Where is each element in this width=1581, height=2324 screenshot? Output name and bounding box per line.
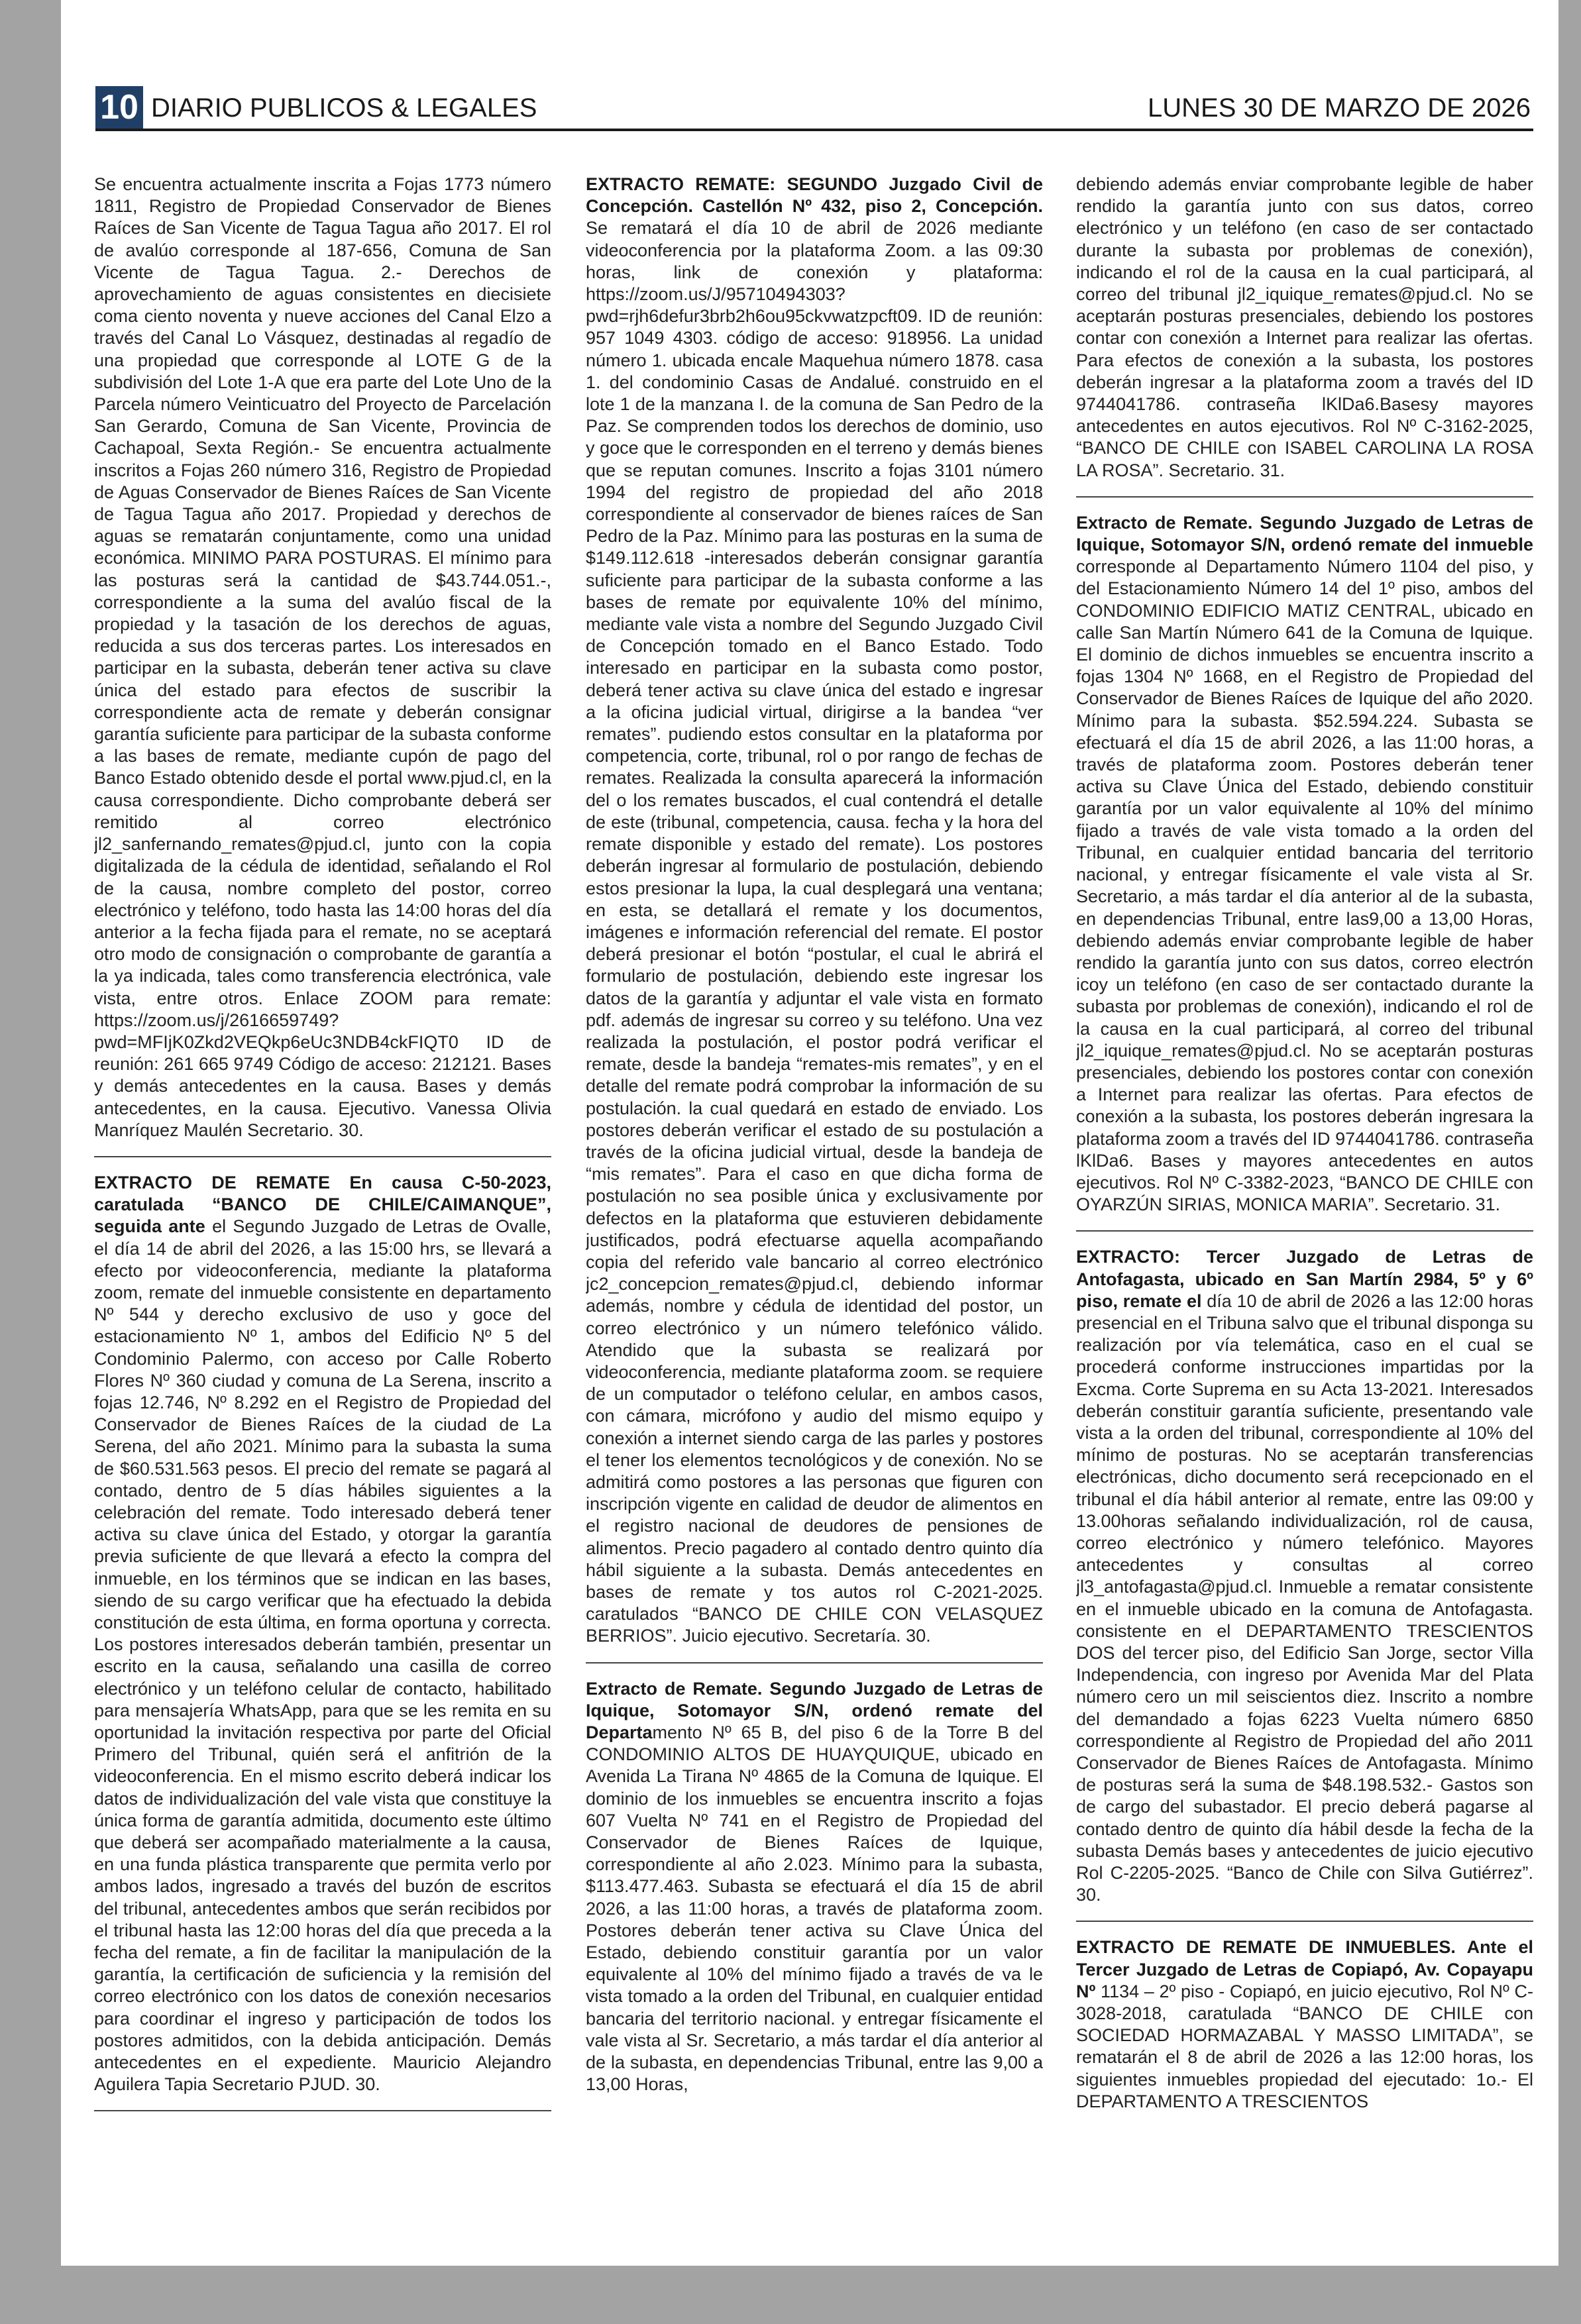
publication-name: DIARIO PUBLICOS & LEGALES xyxy=(151,93,537,123)
notice-separator xyxy=(586,1662,1043,1664)
notice-body: debiendo además enviar comprobante legible de haber rendido la garantía junto con sus datos, correo electrónico y un teléfono (en caso de ser contactado durante la subasta por problemas de conexión), indicando el rol de la causa en la cual participará, al correo del tribunal jl2_iquique_remates@pjud.cl. No se aceptarán posturas presenciales, debiendo los postores contar con conexión a Internet para realizar las ofertas. Para efectos de conexión a la subasta, los postores deberán ingresar a la plataforma zoom a través del ID 9744041786. contraseña lKlDa6.Basesy mayores antecedentes en autos ejecutivos. Rol Nº C-3162-2025, “BANCO DE CHILE con ISABEL CAROLINA LA ROSA LA ROSA”. Secretario. 31. xyxy=(1076,174,1533,480)
newspaper-page xyxy=(61,0,1558,2266)
notice-text xyxy=(94,1172,551,2108)
notice-body: día 10 de abril de 2026 a las 12:00 horas presencial en el Tribuna salvo que el tribunal disponga su realización por vía telemática, caso en el cual se procederá conforme instrucciones impartidas por la Excma. Corte Suprema en su Acta 13-2021. Interesados deberán constituir garantía suficiente, presentando vale vista a la orden del tribunal, correspondiente al 10% del mínimo de posturas. No se aceptarán transferencias electrónicas, dicho documento será recepcionado en el tribunal el día hábil anterior al remate, entre las 09:00 y 13.00horas señalando individualización, rol de causa, correo electrónico y número telefónico. Mayores antecedentes y consultas al correo jl3_antofagasta@pjud.cl. Inmueble a rematar consistente en el inmueble ubicado en la comuna de Antofagasta. consistente en el DEPARTAMENTO TRESCIENTOS DOS del tercer piso, del Edificio San Jorge, sector Villa Independencia, con ingreso por Avenida Mar del Plata número cero un mil seiscientos diez. Inscrito a nombre del demandado a fojas 6223 Vuelta número 6850 correspondiente al Registro de Propiedad del año 2011 Conservador de Bienes Raíces de Antofagasta. Mínimo de posturas será la suma de $48.198.532.- Gastos son de cargo del subastador. El precio deberá pagarse al contado dentro de quinto día hábil desde la fecha de la subasta Demás bases y antecedentes de juicio ejecutivo Rol C-2205-2025. “Banco de Chile con Silva Gutiérrez”. 30. xyxy=(1076,1291,1533,1905)
notice-separator xyxy=(1076,1921,1533,1922)
notice-lead: EXTRACTO DE REMATE En causa C-50-2023, caratulada “BANCO DE CHILE/CAIMANQUE”, seguida ante xyxy=(94,1172,551,1237)
notice-text xyxy=(1076,1936,1533,2125)
masthead xyxy=(95,86,1533,131)
notice-text xyxy=(586,174,1043,1660)
column-1 xyxy=(94,174,551,2247)
notice-text xyxy=(1076,174,1533,494)
notice-body: Se rematará el día 10 de abril de 2026 mediante videoconferencia por la plataforma Zoom. a las 09:30 horas, link de conexión y plataforma: https://zoom.us/J/95710494303?pwd=rjh6defur3brb2h6ou95ckvwatzpcft09. ID de reunión: 957 1049 4303. código de acceso: 918956. La unidad número 1. ubicada encale Maquehua número 1878. casa 1. del condominio Casas de Andalué. construido en el lote 1 de la manzana I. de la comuna de San Pedro de la Paz. Se comprenden todos los derechos de dominio, uso y goce que le corresponden en el terreno y demás bienes que se reputan comunes. Inscrito a fojas 3101 número 1994 del registro de propiedad del año 2018 correspondiente al conservador de bienes raíces de San Pedro de la Paz. Mínimo para las posturas en la suma de $149.112.618 -interesados deberán consignar garantía suficiente para participar de la subasta conforme a las bases de remate por equivalente 10% del mínimo, mediante vale vista a nombre del Segundo Juzgado Civil de Concepción tomado en el Banco Estado. Todo interesado en participar en la subasta como postor, deberá tener activa su clave única del estado e ingresar a la oficina judicial virtual, dirigirse a la bandea “ver remates”. pudiendo estos consultar en la plataforma por competencia, corte, tribunal, rol o por rango de fechas de remates. Realizada la consulta aparecerá la información del o los remates buscados, el cual contendrá el detalle de este (tribunal, competencia, causa. fecha y la hora del remate disponible y estado del remate). Los postores deberán ingresar al formulario de postulación, debiendo estos presionar la lupa, la cual desplegará una ventana; en esta, se detallará el remate y los documentos, imágenes e información referencial del remate. El postor deberá presionar el botón “postular, el cual le abrirá el formulario de postulación, debiendo este ingresar los datos de la garantía y adjuntar el vale vista en formato pdf. además de ingresar su correo y su teléfono. Una vez realizada la postulación, el postor podrá verificar el remate, desde la bandeja “remates-mis remates”, y en el detalle del remate podrá comprobar la información de su postulación. la cual quedará en estado de enviado. Los postores deberán verificar el estado de su postulación a través de la oficina judicial virtual, desde la bandeja de “mis remates”. Para el caso en que dicha forma de postulación no sea posible única y exclusivamente por defectos en la plataforma que estuvieren debidamente justificados, podrá efectuarse aquella acompañando copia del referido vale bancario al correo electrónico jc2_concepcion_remates@pjud.cl, debiendo informar además, nombre y cédula de identidad del postor, un correo electrónico y un número telefónico válido. Atendido que la subasta se realizará por videoconferencia, mediante plataforma zoom. se requiere de un computador o teléfono celular, en ambos casos, con cámara, micrófono y audio del mismo equipo y conexión a internet siendo carga de las parles y postores el tener los elementos tecnológicos y de conexión. No se admitirá como postores a las personas que figuren con inscripción vigente en calidad de deudor de alimentos en el registro nacional de deudores de pensiones de alimentos. Precio pagadero al contado dentro quinto día hábil siguiente a la subasta. Demás antecedentes en bases de remate y tos autos rol C-2021-2025. caratulados “BANCO DE CHILE CON VELASQUEZ BERRIOS”. Juicio ejecutivo. Secretaría. 30. xyxy=(586,218,1043,1646)
notice-body: corresponde al Departamento Número 1104 del piso, y del Estacionamiento Número 14 del 1º piso, ambos del CONDOMINIO EDIFICIO MATIZ CENTRAL, ubicado en calle San Martín Número 641 de la Comuna de Iquique. El dominio de dichos inmuebles se encuentra inscrito a fojas 1304 Nº 1668, en el Registro de Propiedad del Conservador de Bienes Raíces de Iquique del año 2020. Mínimo para la subasta. $52.594.224. Subasta se efectuará el día 15 de abril 2026, a las 11:00 horas, a través de plataforma zoom. Postores deberán tener activa su Clave Única del Estado, debiendo constituir garantía por un valor equivalente al 10% del mínimo fijado a través de vale vista tomado a la orden del Tribunal, en cualquier entidad bancaria del territorio nacional, y entregar físicamente el vale vista al Sr. Secretario, a más tardar el día anterior al de la subasta, en dependencias Tribunal, entre las9,00 a 13,00 Horas, debiendo además enviar comprobante legible de haber rendido la garantía junto con sus datos, correo electrón icoy un teléfono (en caso de ser contactado durante la subasta por problemas de conexión), indicando el rol de la causa en la cual participará, al correo del tribunal jl2_iquique_remates@pjud.cl. No se aceptarán posturas presenciales, debiendo los postores contar con conexión a Internet para realizar las ofertas. Para efectos de conexión a la subasta, los postores deberán ingresara la plataforma zoom a través del ID 9744041786. contraseña lKlDa6. Bases y mayores antecedentes en autos ejecutivos. Rol Nº C-3382-2023, “BANCO DE CHILE con OYARZÚN SIRIAS, MONICA MARIA”. Secretario. 31. xyxy=(1076,556,1533,1215)
column-3 xyxy=(1076,174,1533,2247)
page-number-badge: 10 xyxy=(95,86,143,129)
notice-body: mento Nº 65 B, del piso 6 de la Torre B del CONDOMINIO ALTOS DE HUAYQUIQUE, ubicado en Avenida La Tirana Nº 4865 de la Comuna de Iquique. El dominio de los inmuebles se encuentra inscrito a fojas 607 Vuelta Nº 741 en el Registro de Propiedad del Conservador de Bienes Raíces de Iquique, correspondiente al año 2.023. Mínimo para la subasta, $113.477.463. Subasta se efectuará el día 15 de abril 2026, a las 11:00 horas, a través de plataforma zoom. Postores deberán tener activa su Clave Única del Estado, debiendo constituir garantía por un valor equivalente al 10% del mínimo fijado a través de va le vista tomado a la orden del Tribunal, en cualquier entidad bancaria del territorio nacional. y entregar físicamente el vale vista al Sr. Secretario, a más tardar el día anterior al de la subasta, en dependencias Tribunal, entre las 9,00 a 13,00 Horas, xyxy=(586,1722,1043,2095)
notice-lead: Extracto de Remate. Segundo Juzgado de Letras de Iquique, Sotomayor S/N, ordenó remate del inmueble xyxy=(1076,512,1533,555)
notice-text xyxy=(1076,1246,1533,1918)
notice-lead: EXTRACTO: Tercer Juzgado de Letras de Antofagasta, ubicado en San Martín 2984, 5º y 6º piso, remate el xyxy=(1076,1247,1533,1311)
notice-text xyxy=(1076,512,1533,1228)
notice-separator xyxy=(1076,1230,1533,1232)
notice-lead: Extracto de Remate. Segundo Juzgado de Letras de Iquique, Sotomayor S/N, ordenó remate del Departa xyxy=(586,1678,1043,1743)
publication-date: LUNES 30 DE MARZO DE 2026 xyxy=(1148,93,1531,123)
notice-separator xyxy=(94,1156,551,1157)
notice-lead: EXTRACTO DE REMATE DE INMUEBLES. Ante el Tercer Juzgado de Letras de Copiapó, Av. Copayapu Nº xyxy=(1076,1937,1533,2001)
notice-body: Se encuentra actualmente inscrita a Fojas 1773 número 1811, Registro de Propiedad Conservador de Bienes Raíces de San Vicente de Tagua Tagua año 2017. El rol de avalúo corresponde al 187-656, Comuna de San Vicente de Tagua Tagua. 2.- Derechos de aprovechamiento de aguas consistentes en diecisiete coma ciento noventa y nueve acciones del Canal Elzo a través del Canal Lo Vásquez, destinadas al regadío de una propiedad que corresponde al LOTE G de la subdivisión del Lote 1-A que era parte del Lote Uno de la Parcela número Veinticuatro del Proyecto de Parcelación San Gerardo, Comuna de San Vicente, Provincia de Cachapoal, Sexta Región.- Se encuentra actualmente inscritos a Fojas 260 número 316, Registro de Propiedad de Aguas Conservador de Bienes Raíces de San Vicente de Tagua Tagua año 2017. Propiedad y derechos de aguas se rematarán conjuntamente, como una unidad económica. MINIMO PARA POSTURAS. El mínimo para las posturas será la cantidad de $43.744.051.-, correspondiente a la suma del avalúo fiscal de la propiedad y la tasación de los derechos de aguas, reducida a sus dos terceras partes. Los interesados en participar en la subasta, deberán tener activa su clave única del estado para efectos de suscribir la correspondiente acta de remate y deberán consignar garantía suficiente para participar de la subasta conforme a las bases de remate, mediante cupón de pago del Banco Estado obtenido desde el portal www.pjud.cl, en la causa correspondiente. Dicho comprobante deberá ser remitido al correo electrónico jl2_sanfernando_remates@pjud.cl, junto con la copia digitalizada de la cédula de identidad, señalando el Rol de la causa, nombre completo del postor, correo electrónico y teléfono, todo hasta las 14:00 horas del día anterior a la fecha fijada para el remate, no se aceptará otro modo de consignación o comprobante de garantía a la ya indicada, tales como transferencia electrónica, vale vista, entre otros. Enlace ZOOM para remate: https://zoom.us/j/2616659749?pwd=MFIjK0Zkd2VEQkp6eUc3NDB4ckFIQT0 ID de reunión: 261 665 9749 Código de acceso: 212121. Bases y demás antecedentes en la causa. Bases y demás antecedentes, en la causa. Ejecutivo. Vanessa Olivia Manríquez Maulén Secretario. 30. xyxy=(94,174,551,1140)
notice-text xyxy=(586,1678,1043,2108)
notice-body: 1134 – 2º piso - Copiapó, en juicio ejecutivo, Rol Nº C-3028-2018, caratulada “BANCO DE CHILE con SOCIEDAD HORMAZABAL Y MASSO LIMITADA”, se rematarán el 8 de abril de 2026 a las 12:00 horas, los siguientes inmuebles propiedad del ejecutado: 1o.- El DEPARTAMENTO A TRESCIENTOS xyxy=(1076,1981,1533,2111)
notice-body: el Segundo Juzgado de Letras de Ovalle, el día 14 de abril del 2026, a las 15:00 hrs, se llevará a efecto por videoconferencia, mediante la plataforma zoom, remate del inmueble consistente en departamento Nº 544 y derecho exclusivo de uso y goce del estacionamiento Nº 1, ambos del Edificio Nº 5 del Condominio Palermo, con acceso por Calle Roberto Flores Nº 360 ciudad y comuna de La Serena, inscrito a fojas 12.746, Nº 8.292 en el Registro de Propiedad del Conservador de Bienes Raíces de la ciudad de La Serena, del año 2021. Mínimo para la subasta la suma de $60.531.563 pesos. El precio del remate se pagará al contado, dentro de 5 días hábiles siguientes a la celebración del remate. Todo interesado deberá tener activa su clave única del Estado, y otorgar la garantía previa suficiente de que llevará a efecto la compra del inmueble, en los términos que se indican en las bases, siendo de su cargo verificar que ha efectuado la debida constitución de esta última, en forma oportuna y correcta. Los postores interesados deberán también, presentar un escrito en la causa, señalando una casilla de correo electrónico y un teléfono celular de contacto, habilitado para mensajería WhatsApp, para que se les remita en su oportunidad la invitación respectiva por parte del Oficial Primero del Tribunal, quién será el anfitrión de la videoconferencia. En el mismo escrito deberá indicar los datos de individualización del vale vista que constituye la única forma de garantía admitida, documento este último que deberá ser acompañado materialmente a la causa, en una funda plástica transparente que permita verlo por ambos lados, ingresado a través del buzón de escritos del tribunal, antecedentes ambos que serán recibidos por el tribunal hasta las 12:00 horas del día que preceda a la fecha del remate, a fin de facilitar la manipulación de la garantía, la certificación de suficiencia y la remisión del correo electrónico con los datos de conexión necesarios para coordinar el ingreso y participación de todos los postores admitidos, con la debida anticipación. Demás antecedentes en el expediente. Mauricio Alejandro Aguilera Tapia Secretario PJUD. 30. xyxy=(94,1216,551,2095)
notice-separator xyxy=(1076,496,1533,498)
column-2 xyxy=(586,174,1043,2247)
notice-lead: EXTRACTO REMATE: SEGUNDO Juzgado Civil de Concepción. Castellón Nº 432, piso 2, Concepción. xyxy=(586,174,1043,217)
notice-text xyxy=(94,174,551,1153)
notice-separator xyxy=(94,2110,551,2111)
